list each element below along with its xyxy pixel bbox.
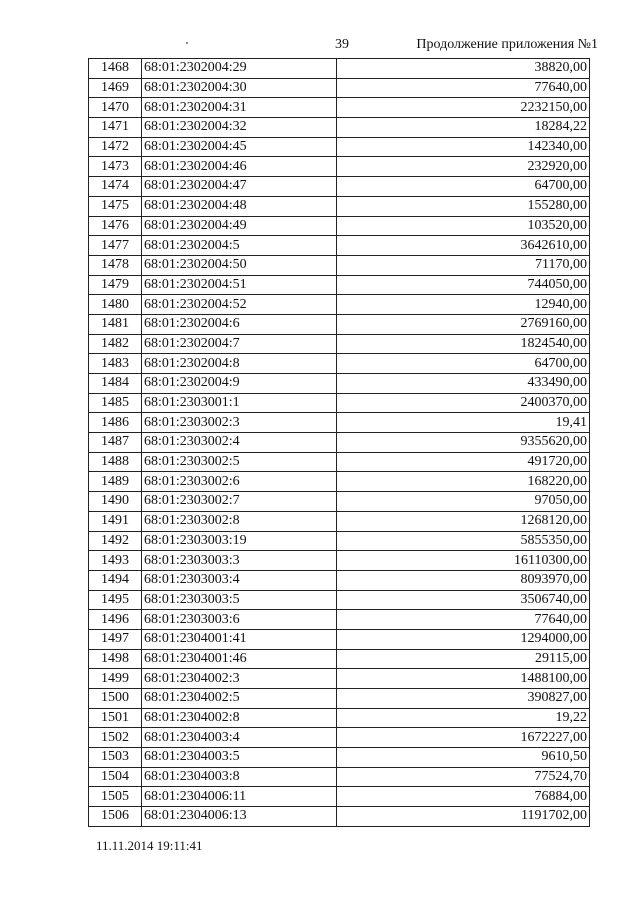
row-number-cell: 1490	[89, 492, 142, 512]
table-row	[89, 236, 590, 256]
cadastral-value-cell: 76884,00	[337, 787, 590, 807]
cadastral-number-cell: 68:01:2304003:8	[142, 767, 337, 787]
row-number-cell: 1500	[89, 689, 142, 709]
row-number-cell: 1492	[89, 531, 142, 551]
row-number-cell: 1472	[89, 137, 142, 157]
cadastral-number-cell: 68:01:2302004:31	[142, 98, 337, 118]
table-row	[89, 275, 590, 295]
row-number-cell: 1475	[89, 196, 142, 216]
cadastral-value-cell: 2769160,00	[337, 314, 590, 334]
row-number-cell: 1481	[89, 314, 142, 334]
table-row	[89, 118, 590, 138]
cadastral-value-cell: 9610,50	[337, 748, 590, 768]
row-number-cell: 1483	[89, 354, 142, 374]
cadastral-number-cell: 68:01:2303003:3	[142, 551, 337, 571]
table-row	[89, 669, 590, 689]
row-number-cell: 1505	[89, 787, 142, 807]
cadastral-value-cell: 71170,00	[337, 255, 590, 275]
table-row	[89, 255, 590, 275]
cadastral-number-cell: 68:01:2303002:4	[142, 433, 337, 453]
cadastral-value-cell: 3642610,00	[337, 236, 590, 256]
table-row	[89, 314, 590, 334]
cadastral-value-cell: 64700,00	[337, 354, 590, 374]
row-number-cell: 1487	[89, 433, 142, 453]
cadastral-number-cell: 68:01:2304003:4	[142, 728, 337, 748]
table-row	[89, 433, 590, 453]
table-row	[89, 708, 590, 728]
table-row	[89, 452, 590, 472]
cadastral-number-cell: 68:01:2303003:6	[142, 610, 337, 630]
row-number-cell: 1494	[89, 570, 142, 590]
row-number-cell: 1470	[89, 98, 142, 118]
cadastral-value-cell: 168220,00	[337, 472, 590, 492]
cadastral-number-cell: 68:01:2304002:5	[142, 689, 337, 709]
row-number-cell: 1497	[89, 629, 142, 649]
page-number: 39	[335, 37, 349, 52]
cadastral-number-cell: 68:01:2302004:8	[142, 354, 337, 374]
cadastral-value-table	[88, 58, 590, 827]
row-number-cell: 1486	[89, 413, 142, 433]
row-number-cell: 1479	[89, 275, 142, 295]
row-number-cell: 1488	[89, 452, 142, 472]
row-number-cell: 1476	[89, 216, 142, 236]
cadastral-value-cell: 9355620,00	[337, 433, 590, 453]
table-row	[89, 787, 590, 807]
row-number-cell: 1495	[89, 590, 142, 610]
cadastral-value-cell: 18284,22	[337, 118, 590, 138]
table-row	[89, 216, 590, 236]
cadastral-number-cell: 68:01:2302004:9	[142, 374, 337, 394]
row-number-cell: 1484	[89, 374, 142, 394]
cadastral-value-cell: 77640,00	[337, 610, 590, 630]
cadastral-number-cell: 68:01:2304006:13	[142, 807, 337, 827]
table-row	[89, 98, 590, 118]
cadastral-number-cell: 68:01:2303002:6	[142, 472, 337, 492]
row-number-cell: 1489	[89, 472, 142, 492]
table-row	[89, 551, 590, 571]
table-row	[89, 59, 590, 79]
cadastral-value-cell: 5855350,00	[337, 531, 590, 551]
cadastral-number-cell: 68:01:2304002:8	[142, 708, 337, 728]
cadastral-value-cell: 1672227,00	[337, 728, 590, 748]
row-number-cell: 1477	[89, 236, 142, 256]
cadastral-number-cell: 68:01:2302004:50	[142, 255, 337, 275]
cadastral-value-cell: 19,41	[337, 413, 590, 433]
cadastral-number-cell: 68:01:2303002:7	[142, 492, 337, 512]
appendix-continuation-note: Продолжение приложения №1	[416, 37, 598, 52]
cadastral-number-cell: 68:01:2304003:5	[142, 748, 337, 768]
cadastral-number-cell: 68:01:2303003:19	[142, 531, 337, 551]
cadastral-value-cell: 97050,00	[337, 492, 590, 512]
cadastral-value-cell: 491720,00	[337, 452, 590, 472]
cadastral-number-cell: 68:01:2304001:41	[142, 629, 337, 649]
row-number-cell: 1493	[89, 551, 142, 571]
cadastral-value-cell: 155280,00	[337, 196, 590, 216]
table-row	[89, 472, 590, 492]
table-row	[89, 393, 590, 413]
row-number-cell: 1471	[89, 118, 142, 138]
cadastral-value-cell: 77524,70	[337, 767, 590, 787]
table-row	[89, 590, 590, 610]
table-row	[89, 196, 590, 216]
table-row	[89, 374, 590, 394]
cadastral-value-cell: 433490,00	[337, 374, 590, 394]
row-number-cell: 1482	[89, 334, 142, 354]
cadastral-value-cell: 8093970,00	[337, 570, 590, 590]
cadastral-number-cell: 68:01:2304006:11	[142, 787, 337, 807]
cadastral-number-cell: 68:01:2302004:49	[142, 216, 337, 236]
cadastral-number-cell: 68:01:2302004:52	[142, 295, 337, 315]
row-number-cell: 1498	[89, 649, 142, 669]
row-number-cell: 1499	[89, 669, 142, 689]
row-number-cell: 1469	[89, 78, 142, 98]
cadastral-value-cell: 29115,00	[337, 649, 590, 669]
table-row	[89, 177, 590, 197]
row-number-cell: 1485	[89, 393, 142, 413]
cadastral-value-cell: 1824540,00	[337, 334, 590, 354]
table-row	[89, 492, 590, 512]
row-number-cell: 1496	[89, 610, 142, 630]
cadastral-number-cell: 68:01:2303001:1	[142, 393, 337, 413]
cadastral-number-cell: 68:01:2302004:30	[142, 78, 337, 98]
table-row	[89, 531, 590, 551]
row-number-cell: 1468	[89, 59, 142, 79]
cadastral-value-cell: 1268120,00	[337, 511, 590, 531]
cadastral-value-cell: 744050,00	[337, 275, 590, 295]
table-row	[89, 78, 590, 98]
cadastral-value-cell: 103520,00	[337, 216, 590, 236]
cadastral-number-cell: 68:01:2303003:5	[142, 590, 337, 610]
footer-timestamp: 11.11.2014 19:11:41	[96, 838, 203, 853]
cadastral-value-cell: 64700,00	[337, 177, 590, 197]
cadastral-number-cell: 68:01:2302004:46	[142, 157, 337, 177]
table-row	[89, 807, 590, 827]
table-row	[89, 748, 590, 768]
cadastral-value-cell: 2232150,00	[337, 98, 590, 118]
row-number-cell: 1473	[89, 157, 142, 177]
cadastral-number-cell: 68:01:2302004:32	[142, 118, 337, 138]
cadastral-number-cell: 68:01:2302004:51	[142, 275, 337, 295]
table-row	[89, 649, 590, 669]
row-number-cell: 1506	[89, 807, 142, 827]
cadastral-value-cell: 19,22	[337, 708, 590, 728]
scan-dot-mark	[186, 42, 188, 44]
table-row	[89, 137, 590, 157]
cadastral-value-cell: 1488100,00	[337, 669, 590, 689]
cadastral-value-cell: 77640,00	[337, 78, 590, 98]
row-number-cell: 1478	[89, 255, 142, 275]
cadastral-value-cell: 390827,00	[337, 689, 590, 709]
cadastral-number-cell: 68:01:2302004:5	[142, 236, 337, 256]
table-row	[89, 334, 590, 354]
cadastral-value-cell: 2400370,00	[337, 393, 590, 413]
cadastral-value-cell: 3506740,00	[337, 590, 590, 610]
table-body	[89, 59, 590, 827]
row-number-cell: 1504	[89, 767, 142, 787]
cadastral-number-cell: 68:01:2303002:8	[142, 511, 337, 531]
cadastral-number-cell: 68:01:2303002:3	[142, 413, 337, 433]
cadastral-number-cell: 68:01:2302004:47	[142, 177, 337, 197]
row-number-cell: 1491	[89, 511, 142, 531]
row-number-cell: 1474	[89, 177, 142, 197]
table-row	[89, 728, 590, 748]
table-row	[89, 354, 590, 374]
table-row	[89, 413, 590, 433]
cadastral-number-cell: 68:01:2304001:46	[142, 649, 337, 669]
row-number-cell: 1502	[89, 728, 142, 748]
row-number-cell: 1480	[89, 295, 142, 315]
cadastral-number-cell: 68:01:2303003:4	[142, 570, 337, 590]
cadastral-number-cell: 68:01:2302004:45	[142, 137, 337, 157]
row-number-cell: 1501	[89, 708, 142, 728]
cadastral-value-cell: 142340,00	[337, 137, 590, 157]
table-row	[89, 767, 590, 787]
cadastral-number-cell: 68:01:2302004:6	[142, 314, 337, 334]
table-row	[89, 689, 590, 709]
cadastral-value-cell: 1294000,00	[337, 629, 590, 649]
cadastral-value-cell: 16110300,00	[337, 551, 590, 571]
cadastral-value-cell: 38820,00	[337, 59, 590, 79]
cadastral-value-cell: 1191702,00	[337, 807, 590, 827]
table-row	[89, 157, 590, 177]
cadastral-number-cell: 68:01:2302004:48	[142, 196, 337, 216]
cadastral-number-cell: 68:01:2302004:29	[142, 59, 337, 79]
cadastral-value-cell: 232920,00	[337, 157, 590, 177]
cadastral-value-cell: 12940,00	[337, 295, 590, 315]
table-row	[89, 629, 590, 649]
table-row	[89, 511, 590, 531]
table-row	[89, 610, 590, 630]
table-row	[89, 295, 590, 315]
row-number-cell: 1503	[89, 748, 142, 768]
cadastral-number-cell: 68:01:2303002:5	[142, 452, 337, 472]
cadastral-number-cell: 68:01:2304002:3	[142, 669, 337, 689]
cadastral-number-cell: 68:01:2302004:7	[142, 334, 337, 354]
table-row	[89, 570, 590, 590]
